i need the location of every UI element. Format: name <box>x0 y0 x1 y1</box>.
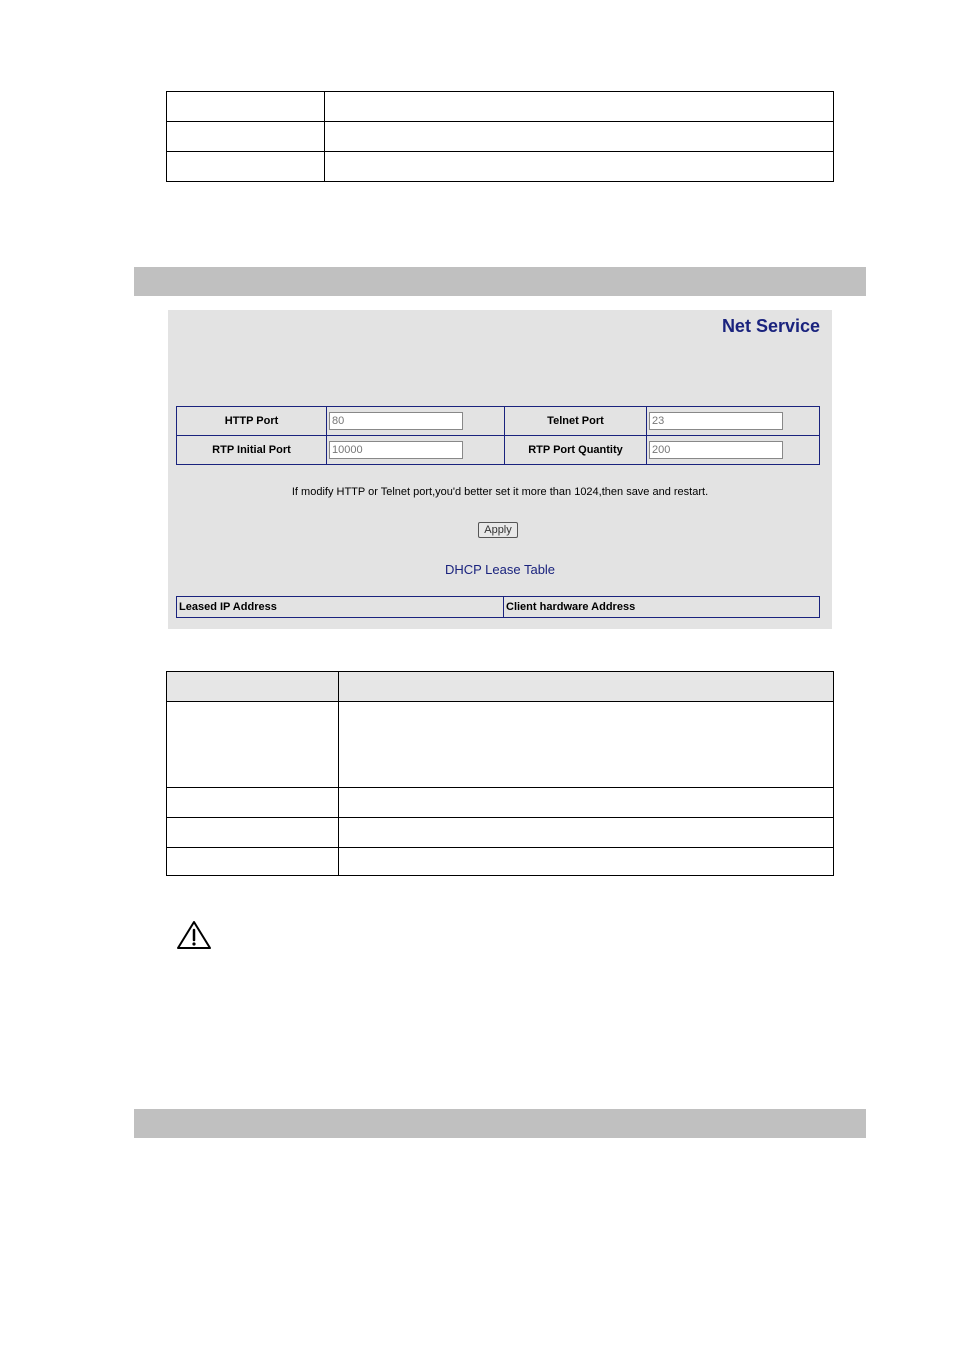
table-cell <box>647 407 820 436</box>
table-cell <box>339 788 834 818</box>
section-header-bar <box>134 267 866 296</box>
table-row <box>167 92 834 122</box>
http-port-input[interactable] <box>329 412 463 430</box>
port-settings-table <box>176 406 820 465</box>
table-cell <box>339 672 834 702</box>
table-cell <box>167 788 339 818</box>
column-header-leased-ip: Leased IP Address <box>177 597 504 618</box>
table-cell <box>325 152 834 182</box>
table-row <box>177 436 820 465</box>
table-header-row <box>177 597 820 618</box>
table-cell <box>167 848 339 876</box>
bottom-parameter-table <box>166 671 834 876</box>
port-hint-text: If modify HTTP or Telnet port,you'd better set it more than 1024,then save and restart. <box>291 486 709 498</box>
net-service-panel <box>168 310 832 629</box>
telnet-port-label: Telnet Port <box>505 407 647 436</box>
table-row <box>167 702 834 788</box>
table-cell <box>167 92 325 122</box>
apply-button[interactable]: Apply <box>478 522 518 538</box>
warning-triangle-icon <box>176 920 212 950</box>
table-cell <box>327 407 505 436</box>
table-cell <box>339 702 834 788</box>
dhcp-lease-table-title: DHCP Lease Table <box>444 562 556 577</box>
table-cell <box>339 818 834 848</box>
table-cell <box>167 122 325 152</box>
table-cell <box>647 436 820 465</box>
table-cell <box>167 672 339 702</box>
top-parameter-table <box>166 91 834 182</box>
table-row <box>167 848 834 876</box>
table-row <box>167 818 834 848</box>
rtp-port-quantity-input[interactable] <box>649 441 783 459</box>
table-header-row <box>167 672 834 702</box>
table-row <box>177 407 820 436</box>
table-cell <box>327 436 505 465</box>
telnet-port-input[interactable] <box>649 412 783 430</box>
table-row <box>167 152 834 182</box>
table-row <box>167 122 834 152</box>
table-cell <box>325 122 834 152</box>
table-cell <box>339 848 834 876</box>
table-cell <box>325 92 834 122</box>
rtp-initial-port-label: RTP Initial Port <box>177 436 327 465</box>
table-cell <box>167 152 325 182</box>
section-header-bar <box>134 1109 866 1138</box>
http-port-label: HTTP Port <box>177 407 327 436</box>
table-cell <box>167 702 339 788</box>
dhcp-lease-table <box>176 596 820 618</box>
rtp-port-quantity-label: RTP Port Quantity <box>505 436 647 465</box>
table-cell <box>167 818 339 848</box>
table-row <box>167 788 834 818</box>
page-title: Net Service <box>721 316 820 336</box>
column-header-client-hardware: Client hardware Address <box>504 597 820 618</box>
rtp-initial-port-input[interactable] <box>329 441 463 459</box>
